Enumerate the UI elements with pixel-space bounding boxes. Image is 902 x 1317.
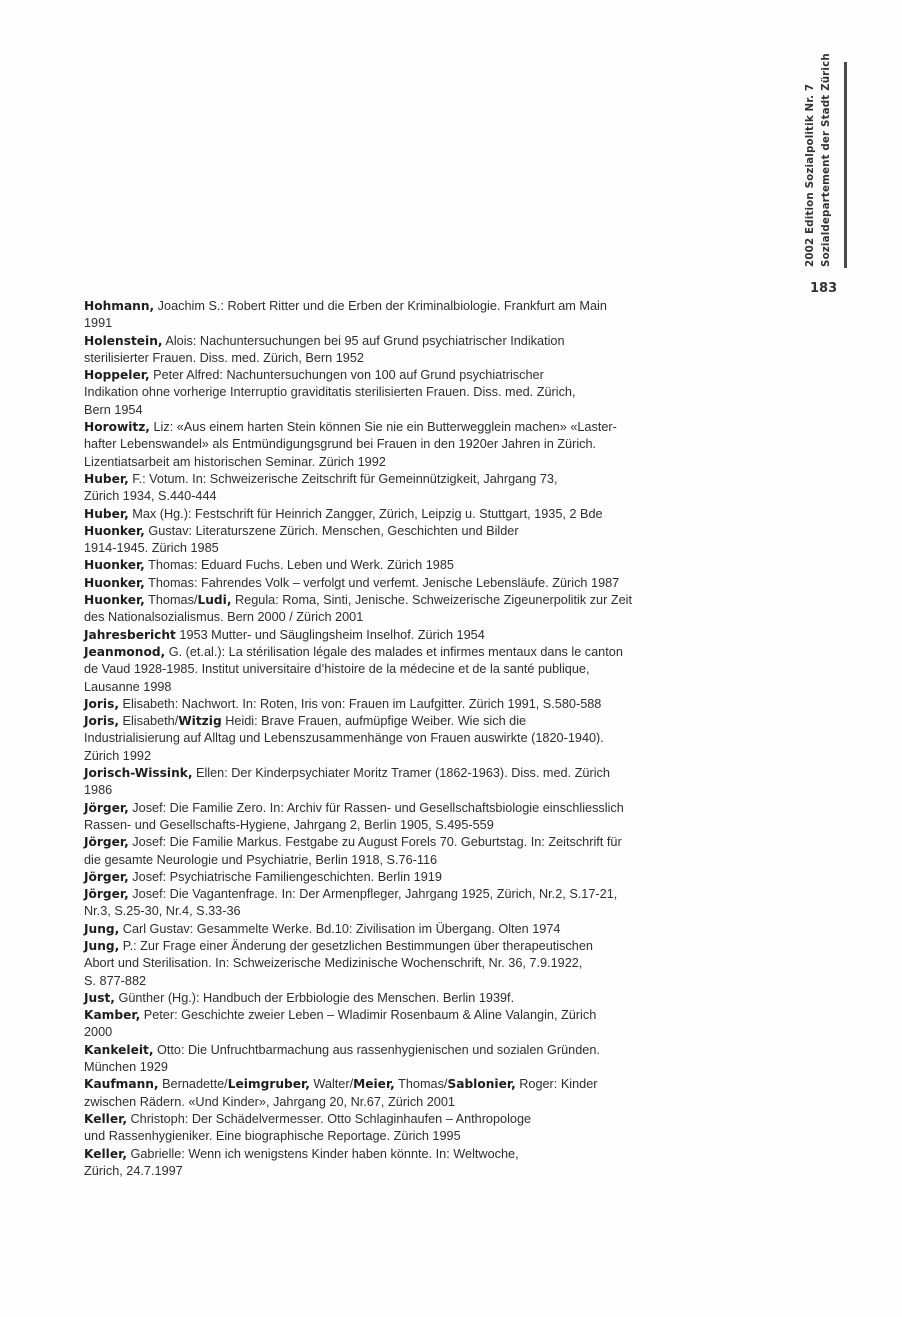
author-name: Hohmann,: [84, 299, 155, 313]
entry-text: zwischen Rädern. «Und Kinder», Jahrgang 20, Nr.67, Zürich 2001: [84, 1094, 455, 1109]
entry-line: [84, 384, 664, 401]
entry-text: Lausanne 1998: [84, 679, 172, 694]
author-name: Horowitz,: [84, 420, 150, 435]
entry-line: [84, 471, 664, 488]
author-name: Kamber,: [84, 1008, 141, 1023]
entry-text: 2000: [84, 1025, 113, 1040]
entry-text: Elisabeth/: [118, 714, 179, 729]
author-name: Jahresbericht: [84, 627, 176, 642]
entry-text: 1991: [84, 316, 113, 331]
entry-line: [84, 402, 664, 419]
entry-text: Thomas/: [394, 1077, 448, 1092]
author-name: Jörger,: [84, 869, 129, 884]
entry-text: F.: Votum. In: Schweizerische Zeitschrift für Gemeinnützigkeit, Jahrgang 73,: [128, 471, 558, 486]
entry-text: Thomas: Fahrendes Volk – verfolgt und verfemt. Jenische Lebensläufe. Zürich 1987: [144, 575, 620, 590]
entry-text: Regula: Roma, Sinti, Jenische. Schweizerische Zigeunerpolitik zur Zeit: [231, 593, 633, 608]
entry-text: de Vaud 1928-1985. Institut universitaire d’histoire de la médecine et de la santé publique,: [84, 662, 590, 677]
entry-line: [84, 730, 664, 747]
bibliography-entry: [84, 800, 664, 835]
entry-line: [84, 869, 664, 886]
entry-text: P.: Zur Frage einer Änderung der gesetzlichen Bestimmungen über therapeutischen: [119, 938, 593, 953]
bibliography-entry: [84, 523, 664, 558]
header-rule: [844, 62, 847, 268]
entry-line: [84, 1042, 664, 1059]
entry-text: Peter: Geschichte zweier Leben – Wladimir Rosenbaum & Aline Valangin, Zürich: [140, 1008, 597, 1023]
bibliography-entry: [84, 765, 664, 800]
series-title: 2002 Edition Sozialpolitik Nr. 7: [804, 83, 816, 267]
entry-text: Elisabeth: Nachwort. In: Roten, Iris von: Frauen im Laufgitter. Zürich 1991, S.580-588: [118, 696, 602, 711]
bibliography-entry: [84, 1007, 664, 1042]
entry-text: Heidi: Brave Frauen, aufmüpfige Weiber. Wie sich die: [221, 714, 527, 729]
author-name: Sablonier,: [447, 1077, 516, 1092]
bibliography-entry: [84, 990, 664, 1007]
bibliography-entry: [84, 869, 664, 886]
entry-text: Thomas: Eduard Fuchs. Leben und Werk. Zürich 1985: [144, 558, 454, 573]
entry-text: Zürich, 24.7.1997: [84, 1163, 183, 1178]
entry-line: [84, 315, 664, 332]
bibliography-entry: [84, 333, 664, 368]
entry-line: [84, 644, 664, 661]
bibliography-entry: [84, 627, 664, 644]
entry-text: Rassen- und Gesellschafts-Hygiene, Jahrgang 2, Berlin 1905, S.495-559: [84, 817, 494, 832]
author-name: Joris,: [84, 696, 119, 711]
bibliography-list: [84, 298, 664, 1180]
entry-line: [84, 436, 664, 453]
author-name: Jung,: [84, 921, 120, 936]
entry-text: Otto: Die Unfruchtbarmachung aus rassenhygienischen und sozialen Gründen.: [153, 1042, 600, 1057]
bibliography-entry: [84, 713, 664, 765]
author-name: Ludi,: [197, 593, 232, 608]
entry-line: [84, 298, 664, 315]
entry-text: 1986: [84, 783, 113, 798]
entry-text: S. 877-882: [84, 973, 147, 988]
bibliography-entry: [84, 367, 664, 419]
author-name: Kaufmann,: [84, 1077, 159, 1092]
entry-text: Joachim S.: Robert Ritter und die Erben der Kriminalbiologie. Frankfurt am Main: [154, 299, 607, 313]
author-name: Hoppeler,: [84, 368, 150, 383]
entry-line: [84, 973, 664, 990]
entry-line: [84, 800, 664, 817]
bibliography-entry: [84, 886, 664, 921]
author-name: Kankeleit,: [84, 1042, 154, 1057]
author-name: Leimgruber,: [227, 1077, 310, 1092]
page-number: 183: [810, 281, 838, 296]
bibliography-entry: [84, 419, 664, 471]
author-name: Meier,: [353, 1077, 395, 1092]
entry-line: [84, 955, 664, 972]
entry-text: 1914-1945. Zürich 1985: [84, 541, 219, 556]
entry-text: Günther (Hg.): Handbuch der Erbbiologie des Menschen. Berlin 1939f.: [114, 990, 515, 1005]
entry-line: [84, 852, 664, 869]
bibliography-entry: [84, 834, 664, 869]
bibliography-entry: [84, 938, 664, 990]
entry-line: [84, 506, 664, 523]
bibliography-entry: [84, 1111, 664, 1146]
entry-line: [84, 454, 664, 471]
entry-line: [84, 696, 664, 713]
author-name: Huonker,: [84, 523, 145, 538]
bibliography-entry: [84, 506, 664, 523]
entry-line: [84, 1059, 664, 1076]
entry-line: [84, 1094, 664, 1111]
entry-text: Christoph: Der Schädelvermesser. Otto Schlaginhaufen – Anthropologe: [126, 1111, 532, 1126]
entry-text: Max (Hg.): Festschrift für Heinrich Zangger, Zürich, Leipzig u. Stuttgart, 1935, 2 Bde: [128, 506, 603, 521]
entry-text: Bern 1954: [84, 402, 143, 417]
bibliography-entry: [84, 1076, 664, 1111]
bibliography-entry: [84, 1146, 664, 1181]
bibliography-entry: [84, 644, 664, 696]
entry-line: [84, 921, 664, 938]
entry-line: [84, 661, 664, 678]
author-name: Keller,: [84, 1146, 127, 1161]
entry-line: [84, 540, 664, 557]
entry-line: [84, 1111, 664, 1128]
entry-line: [84, 557, 664, 574]
bibliography-entry: [84, 592, 664, 627]
entry-line: [84, 575, 664, 592]
entry-text: hafter Lebenswandel» als Entmündigungsgrund bei Frauen in den 1920er Jahren in Zürich.: [84, 437, 597, 452]
entry-text: Carl Gustav: Gesammelte Werke. Bd.10: Zivilisation im Übergang. Olten 1974: [119, 921, 561, 936]
author-name: Jörger,: [84, 800, 129, 815]
entry-text: München 1929: [84, 1060, 168, 1075]
author-name: Huonker,: [84, 558, 145, 573]
entry-line: [84, 350, 664, 367]
bibliography-entry: [84, 575, 664, 592]
entry-text: Nr.3, S.25-30, Nr.4, S.33-36: [84, 904, 241, 919]
entry-line: [84, 748, 664, 765]
entry-line: [84, 834, 664, 851]
entry-line: [84, 886, 664, 903]
entry-line: [84, 679, 664, 696]
entry-text: Ellen: Der Kinderpsychiater Moritz Tramer (1862-1963). Diss. med. Zürich: [192, 766, 610, 781]
entry-line: [84, 1076, 664, 1093]
entry-text: die gesamte Neurologie und Psychiatrie, Berlin 1918, S.76-116: [84, 852, 438, 867]
entry-text: Thomas/: [144, 593, 198, 608]
entry-line: [84, 592, 664, 609]
entry-line: [84, 782, 664, 799]
entry-text: Zürich 1992: [84, 748, 151, 763]
entry-line: [84, 488, 664, 505]
author-name: Huber,: [84, 471, 129, 486]
entry-text: sterilisierter Frauen. Diss. med. Zürich, Bern 1952: [84, 350, 364, 365]
publisher-line: Sozialdepartement der Stadt Zürich: [820, 53, 832, 267]
author-name: Huonker,: [84, 575, 145, 590]
entry-text: Josef: Die Familie Zero. In: Archiv für Rassen- und Gesellschaftsbiologie einschliesslich: [128, 800, 624, 815]
entry-text: Alois: Nachuntersuchungen bei 95 auf Grund psychiatrischer Indikation: [162, 333, 565, 348]
author-name: Witzig: [178, 714, 222, 729]
author-name: Huber,: [84, 506, 129, 521]
entry-line: [84, 1024, 664, 1041]
entry-text: Josef: Psychiatrische Familiengeschichten. Berlin 1919: [128, 869, 442, 884]
entry-line: [84, 419, 664, 436]
running-header: [803, 53, 843, 268]
entry-text: Bernadette/: [158, 1077, 228, 1092]
entry-line: [84, 765, 664, 782]
entry-line: [84, 817, 664, 834]
bibliography-entry: [84, 696, 664, 713]
entry-text: Liz: «Aus einem harten Stein können Sie nie ein Butterwegglein machen» «Laster-: [149, 420, 617, 435]
entry-text: Walter/: [309, 1077, 354, 1092]
entry-line: [84, 609, 664, 626]
entry-text: Josef: Die Familie Markus. Festgabe zu August Forels 70. Geburtstag. In: Zeitschrift für: [128, 835, 622, 850]
entry-line: [84, 1163, 664, 1180]
entry-line: [84, 1128, 664, 1145]
entry-text: Peter Alfred: Nachuntersuchungen von 100 auf Grund psychiatrischer: [149, 368, 544, 383]
entry-text: Abort und Sterilisation. In: Schweizerische Medizinische Wochenschrift, Nr. 36, 7.9.1922,: [84, 956, 583, 971]
entry-text: Josef: Die Vagantenfrage. In: Der Armenpfleger, Jahrgang 1925, Zürich, Nr.2, S.17-21,: [128, 887, 618, 902]
entry-text: Roger: Kinder: [515, 1077, 598, 1092]
author-name: Joris,: [84, 714, 119, 729]
entry-line: [84, 1007, 664, 1024]
author-name: Jörger,: [84, 835, 129, 850]
entry-line: [84, 990, 664, 1007]
bibliography-entry: [84, 471, 664, 506]
author-name: Holenstein,: [84, 333, 163, 348]
entry-text: Zürich 1934, S.440-444: [84, 489, 217, 504]
author-name: Just,: [84, 990, 115, 1005]
entry-text: Lizentiatsarbeit am historischen Seminar. Zürich 1992: [84, 454, 386, 469]
entry-line: [84, 523, 664, 540]
author-name: Jung,: [84, 938, 120, 953]
bibliography-entry: [84, 298, 664, 333]
entry-text: G. (et.al.): La stérilisation légale des malades et infirmes mentaux dans le canton: [165, 644, 623, 659]
bibliography-entry: [84, 921, 664, 938]
author-name: Jorisch-Wissink,: [84, 766, 193, 781]
bibliography-entry: [84, 557, 664, 574]
entry-line: [84, 713, 664, 730]
bibliography-entry: [84, 1042, 664, 1077]
entry-text: und Rassenhygieniker. Eine biographische Reportage. Zürich 1995: [84, 1129, 461, 1144]
entry-text: Indikation ohne vorherige Interruptio graviditatis sterilisierten Frauen. Diss. med. Zürich,: [84, 385, 576, 400]
entry-line: [84, 627, 664, 644]
entry-line: [84, 903, 664, 920]
entry-line: [84, 1146, 664, 1163]
entry-text: Industrialisierung auf Alltag und Lebenszusammenhänge von Frauen auswirkte (1820-1940).: [84, 731, 604, 746]
author-name: Jörger,: [84, 887, 129, 902]
author-name: Huonker,: [84, 593, 145, 608]
entry-text: 1953 Mutter- und Säuglingsheim Inselhof. Zürich 1954: [175, 627, 485, 642]
entry-line: [84, 938, 664, 955]
entry-text: Gustav: Literaturszene Zürich. Menschen, Geschichten und Bilder: [144, 523, 519, 538]
author-name: Jeanmonod,: [84, 644, 166, 659]
entry-text: Gabrielle: Wenn ich wenigstens Kinder haben könnte. In: Weltwoche,: [126, 1146, 519, 1161]
entry-line: [84, 367, 664, 384]
author-name: Keller,: [84, 1111, 127, 1126]
entry-line: [84, 333, 664, 350]
entry-text: des Nationalsozialismus. Bern 2000 / Zürich 2001: [84, 610, 364, 625]
